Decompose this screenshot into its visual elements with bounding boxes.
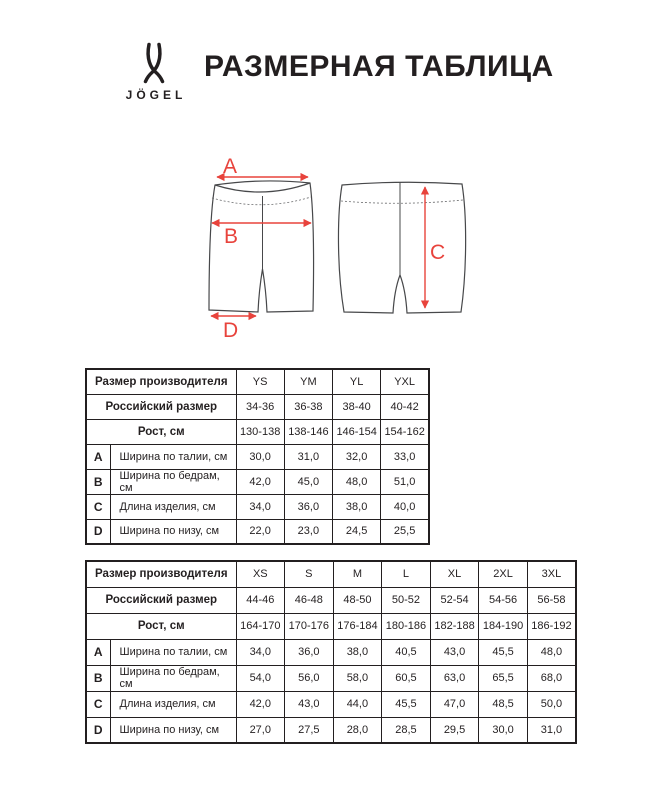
row-header-label: Размер производителя <box>86 369 236 394</box>
size-header-row <box>86 394 429 419</box>
measurement-value-cell: 48,0 <box>527 639 576 665</box>
measurement-value-cell: 23,0 <box>284 519 332 544</box>
measurement-value-cell: 30,0 <box>236 444 284 469</box>
measurement-value-cell: 63,0 <box>430 665 479 691</box>
measurement-value-cell: 68,0 <box>527 665 576 691</box>
measurement-value-cell: 44,0 <box>333 691 382 717</box>
measurement-value-cell: 48,5 <box>479 691 528 717</box>
dimension-letter-cell: A <box>86 639 110 665</box>
size-value-cell: 56-58 <box>527 587 576 613</box>
size-value-cell: 138-146 <box>284 419 332 444</box>
dimension-letter-cell: B <box>86 665 110 691</box>
measurement-row <box>86 717 576 743</box>
size-value-cell: 46-48 <box>285 587 334 613</box>
measurement-row <box>86 444 429 469</box>
measurement-value-cell: 42,0 <box>236 469 284 494</box>
size-value-cell: 180-186 <box>382 613 431 639</box>
dimension-letter-cell: B <box>86 469 110 494</box>
measurement-value-cell: 27,5 <box>285 717 334 743</box>
jogel-logo-text: JÖGEL <box>125 88 187 102</box>
measurement-row <box>86 691 576 717</box>
size-value-cell: 184-190 <box>479 613 528 639</box>
dimension-letter-cell: D <box>86 717 110 743</box>
size-value-cell: 176-184 <box>333 613 382 639</box>
measurement-value-cell: 38,0 <box>333 639 382 665</box>
measurement-value-cell: 47,0 <box>430 691 479 717</box>
measurement-value-cell: 27,0 <box>236 717 285 743</box>
measurement-row <box>86 519 429 544</box>
measurement-value-cell: 32,0 <box>333 444 381 469</box>
dimension-letter-cell: A <box>86 444 110 469</box>
measurement-value-cell: 54,0 <box>236 665 285 691</box>
size-value-cell: 146-154 <box>333 419 381 444</box>
measurement-value-cell: 42,0 <box>236 691 285 717</box>
size-value-cell: 2XL <box>479 561 528 587</box>
measurement-label-cell: Ширина по бедрам, см <box>110 469 236 494</box>
adult-size-table <box>85 560 577 744</box>
measurement-value-cell: 28,0 <box>333 717 382 743</box>
size-value-cell: 164-170 <box>236 613 285 639</box>
measurement-value-cell: 24,5 <box>333 519 381 544</box>
size-value-cell: XL <box>430 561 479 587</box>
measurement-value-cell: 65,5 <box>479 665 528 691</box>
measurement-row <box>86 494 429 519</box>
size-value-cell: 54-56 <box>479 587 528 613</box>
size-value-cell: 50-52 <box>382 587 431 613</box>
measurement-value-cell: 45,5 <box>382 691 431 717</box>
measurement-value-cell: 40,0 <box>381 494 429 519</box>
row-header-label: Российский размер <box>86 587 236 613</box>
measurement-value-cell: 30,0 <box>479 717 528 743</box>
measurement-value-cell: 34,0 <box>236 494 284 519</box>
measurement-value-cell: 31,0 <box>284 444 332 469</box>
size-value-cell: 186-192 <box>527 613 576 639</box>
size-header-row <box>86 613 576 639</box>
size-value-cell: 52-54 <box>430 587 479 613</box>
measurement-value-cell: 22,0 <box>236 519 284 544</box>
measurement-value-cell: 43,0 <box>430 639 479 665</box>
measurement-value-cell: 48,0 <box>333 469 381 494</box>
measurement-label-cell: Длина изделия, см <box>110 494 236 519</box>
jogel-logo <box>116 42 192 102</box>
measurement-value-cell: 60,5 <box>382 665 431 691</box>
measurement-label-cell: Ширина по низу, см <box>110 717 236 743</box>
dimension-label-b: B <box>224 225 239 248</box>
dimension-letter-cell: C <box>86 494 110 519</box>
youth-size-table <box>85 368 430 545</box>
size-value-cell: YM <box>284 369 332 394</box>
measurement-value-cell: 45,5 <box>479 639 528 665</box>
size-value-cell: YS <box>236 369 284 394</box>
size-value-cell: 44-46 <box>236 587 285 613</box>
measurement-value-cell: 51,0 <box>381 469 429 494</box>
measurement-value-cell: 28,5 <box>382 717 431 743</box>
size-value-cell: 34-36 <box>236 394 284 419</box>
dimension-label-a: A <box>223 155 238 178</box>
size-value-cell: 154-162 <box>381 419 429 444</box>
size-value-cell: 38-40 <box>333 394 381 419</box>
size-value-cell: 3XL <box>527 561 576 587</box>
measurement-value-cell: 29,5 <box>430 717 479 743</box>
size-header-row <box>86 561 576 587</box>
size-value-cell: 182-188 <box>430 613 479 639</box>
size-value-cell: 48-50 <box>333 587 382 613</box>
measurement-value-cell: 50,0 <box>527 691 576 717</box>
measurement-value-cell: 40,5 <box>382 639 431 665</box>
dimension-letter-cell: D <box>86 519 110 544</box>
dimension-label-c: C <box>430 241 446 264</box>
row-header-label: Рост, см <box>86 613 236 639</box>
row-header-label: Размер производителя <box>86 561 236 587</box>
row-header-label: Рост, см <box>86 419 236 444</box>
measurement-value-cell: 36,0 <box>285 639 334 665</box>
size-value-cell: 130-138 <box>236 419 284 444</box>
size-value-cell: 40-42 <box>381 394 429 419</box>
size-value-cell: XS <box>236 561 285 587</box>
size-value-cell: L <box>382 561 431 587</box>
measurement-label-cell: Длина изделия, см <box>110 691 236 717</box>
page-title: РАЗМЕРНАЯ ТАБЛИЦА <box>204 50 554 83</box>
measurement-label-cell: Ширина по талии, см <box>110 639 236 665</box>
measurement-value-cell: 58,0 <box>333 665 382 691</box>
measurement-value-cell: 31,0 <box>527 717 576 743</box>
measurement-value-cell: 33,0 <box>381 444 429 469</box>
measurement-value-cell: 43,0 <box>285 691 334 717</box>
measurement-value-cell: 34,0 <box>236 639 285 665</box>
size-header-row <box>86 419 429 444</box>
measurement-value-cell: 56,0 <box>285 665 334 691</box>
measurement-row <box>86 665 576 691</box>
measurement-label-cell: Ширина по низу, см <box>110 519 236 544</box>
measurement-value-cell: 36,0 <box>284 494 332 519</box>
size-value-cell: YL <box>333 369 381 394</box>
size-header-row <box>86 587 576 613</box>
size-value-cell: M <box>333 561 382 587</box>
size-value-cell: YXL <box>381 369 429 394</box>
size-value-cell: 170-176 <box>285 613 334 639</box>
jogel-logo-icon <box>139 42 169 84</box>
measurement-value-cell: 38,0 <box>333 494 381 519</box>
measurement-value-cell: 25,5 <box>381 519 429 544</box>
measurement-value-cell: 45,0 <box>284 469 332 494</box>
dimension-letter-cell: C <box>86 691 110 717</box>
measurement-label-cell: Ширина по талии, см <box>110 444 236 469</box>
size-value-cell: S <box>285 561 334 587</box>
row-header-label: Российский размер <box>86 394 236 419</box>
measurement-label-cell: Ширина по бедрам, см <box>110 665 236 691</box>
measurement-row <box>86 639 576 665</box>
size-header-row <box>86 369 429 394</box>
measurement-row <box>86 469 429 494</box>
dimension-label-d: D <box>223 319 239 342</box>
size-value-cell: 36-38 <box>284 394 332 419</box>
shorts-diagram <box>190 150 480 345</box>
